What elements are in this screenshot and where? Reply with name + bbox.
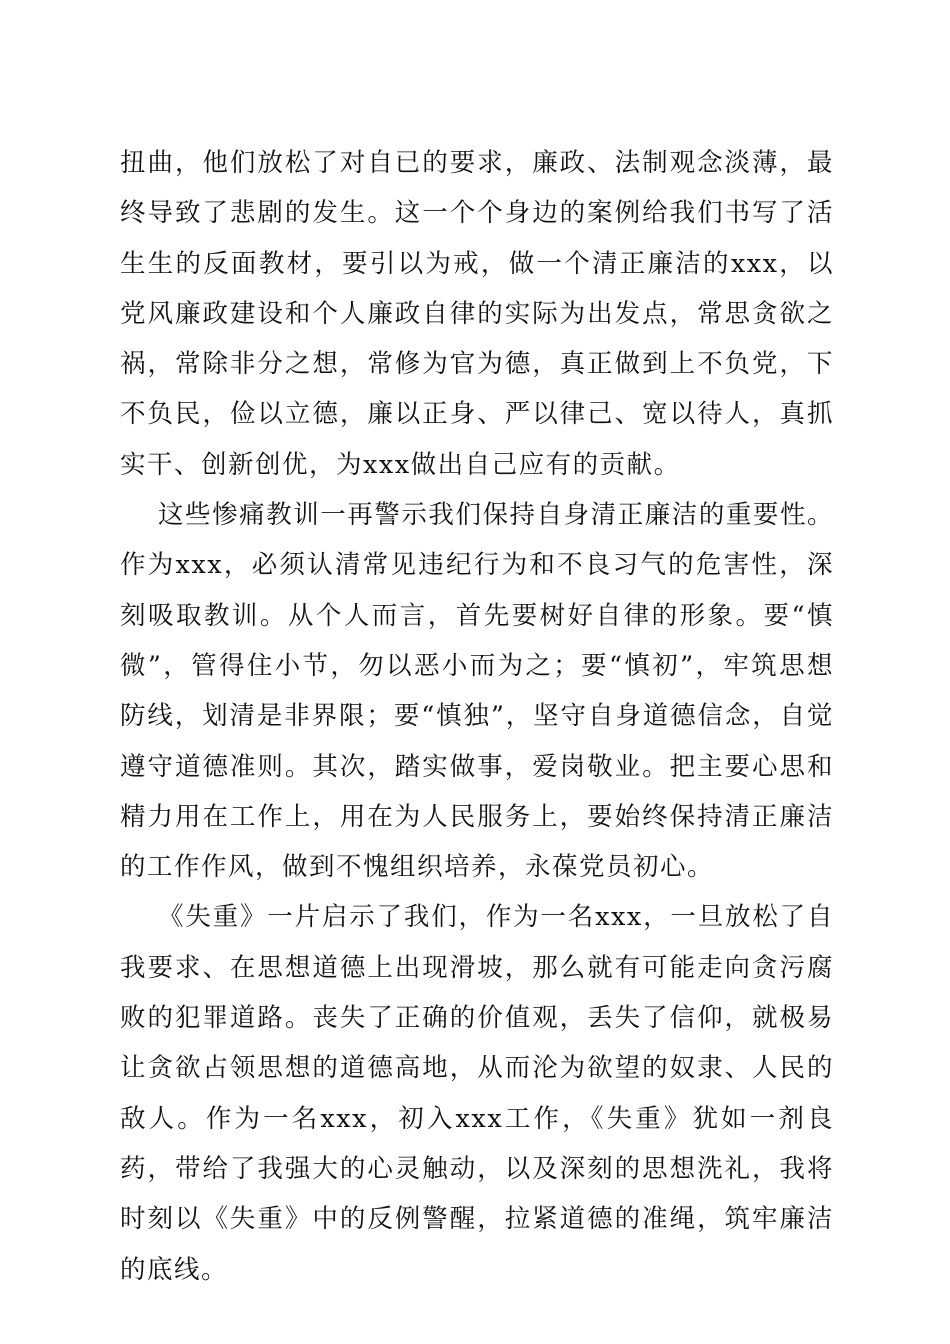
paragraph-1: 扭曲，他们放松了对自已的要求，廉政、法制观念淡薄，最终导致了悲剧的发生。这一个个身边的案例给我们书写了活生生的反面教材，要引以为戒，做一个清正廉洁的xxx，以党风廉政建设和个人廉政自律的实际为出发点，常思贪欲之祸，常除非分之想，常修为官为德，真正做到上不负党，下不负民，俭以立德，廉以正身、严以律己、宽以待人，真抓实干、创新创优，为xxx做出自己应有的贡献。	[120, 148, 834, 480]
paragraph-2: 这些惨痛教训一再警示我们保持自身清正廉洁的重要性。作为xxx，必须认清常见违纪行为和不良习气的危害性，深刻吸取教训。从个人而言，首先要树好自律的形象。要“慎微”，管得住小节，勿以恶小而为之；要“慎初”，牢筑思想防线，划清是非界限；要“慎独”，坚守自身道德信念，自觉遵守道德准则。其次，踏实做事，爱岗敬业。把主要心思和精力用在工作上，用在为人民服务上，要始终保持清正廉洁的工作作风，做到不愧组织培养，永葆党员初心。	[120, 500, 834, 883]
document-body	[120, 138, 834, 1295]
paragraph-3: 《失重》一片启示了我们，作为一名xxx，一旦放松了自我要求、在思想道德上出现滑坡，那么就有可能走向贪污腐败的犯罪道路。丧失了正确的价值观，丢失了信仰，就极易让贪欲占领思想的道德高地，从而沦为欲望的奴隶、人民的敌人。作为一名xxx，初入xxx工作，《失重》犹如一剂良药，带给了我强大的心灵触动，以及深刻的思想洗礼，我将时刻以《失重》中的反例警醒，拉紧道德的准绳，筑牢廉洁的底线。	[120, 902, 834, 1285]
